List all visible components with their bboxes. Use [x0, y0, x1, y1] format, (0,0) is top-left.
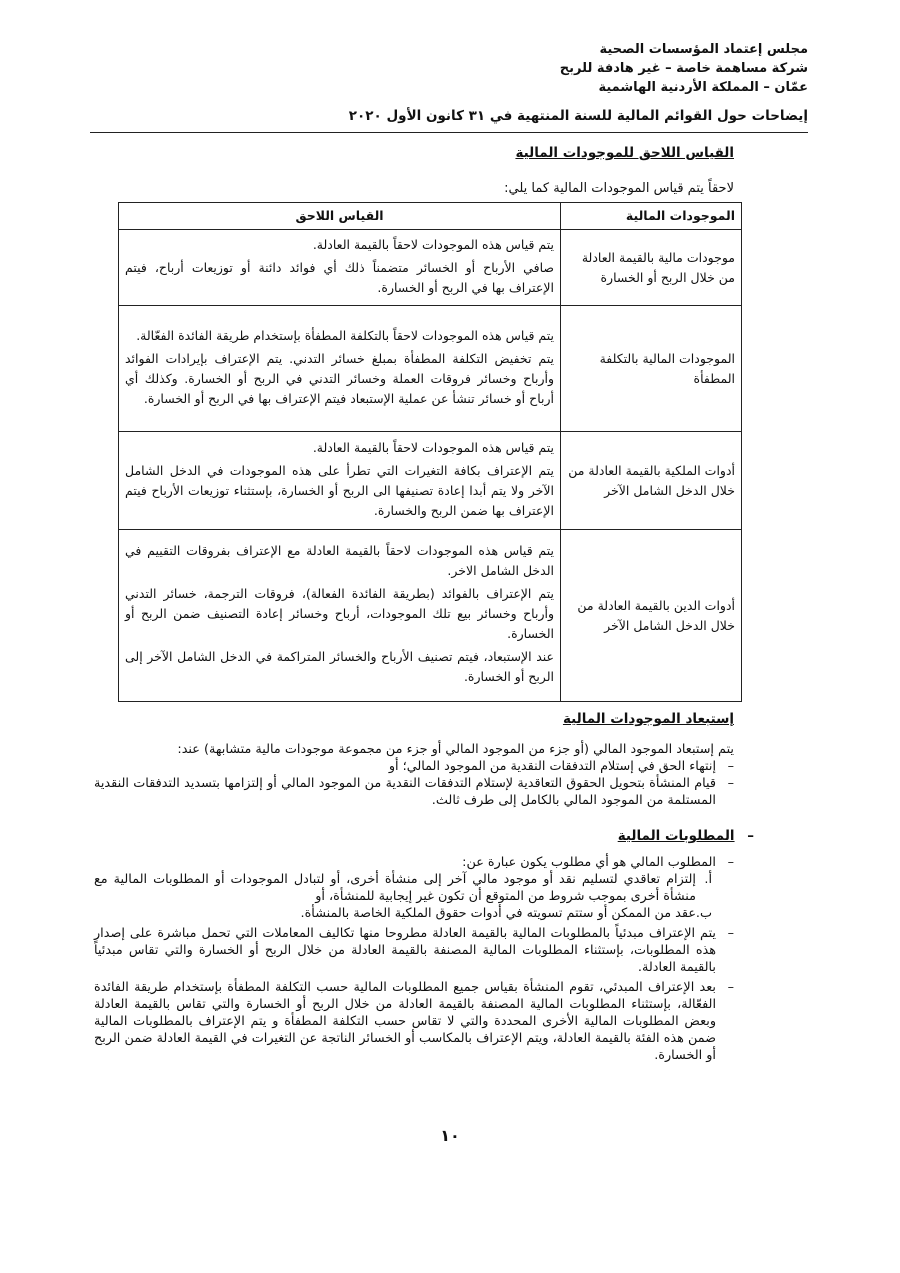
page-subtitle: إيضاحات حول القوائم المالية للسنة المنتهية في ٣١ كانون الأول ٢٠٢٠: [348, 108, 808, 124]
asset-cell: أدوات الدين بالقيمة العادلة من خلال الدخل الشامل الآخر: [561, 530, 742, 702]
financial-liabilities-heading: [618, 828, 754, 844]
measurement-text: عند الإستبعاد، فيتم تصنيف الأرباح والخسائر المتراكمة في الدخل الشامل الآخر إلى الربح أو الخسارة.: [125, 649, 554, 684]
section-title-liabilities: المطلوبات المالية: [617, 828, 735, 844]
sub-item-marker: أ.: [704, 872, 712, 887]
dash-marker: –: [727, 980, 734, 995]
org-type: شركة مساهمة خاصة – غير هادفة للربح: [559, 61, 808, 76]
measurement-cell: [119, 230, 561, 306]
column-header-assets: الموجودات المالية: [561, 203, 742, 230]
list-item-text: قيام المنشأة بتحويل الحقوق التعاقدية لإستلام التدفقات النقدية من الموجود المالي أو إلتزامها بتسديد التدفقات النقدية المستلمة من الموجود المالي بالكامل إلى طرف ثالث.: [94, 776, 716, 808]
dash-marker: –: [747, 828, 754, 844]
list-item: [94, 775, 734, 809]
sub-item: [94, 871, 734, 905]
asset-cell: موجودات مالية بالقيمة العادلة من خلال الربح أو الخسارة: [561, 230, 742, 306]
table-row: [119, 230, 742, 306]
list-item-text: بعد الإعتراف المبدئي، تقوم المنشأة بقياس جميع المطلوبات المالية حسب التكلفة المطفأة بإستخدام طريقة الفائدة الفعّالة، بإستثناء المطلوبات المالية المصنفة بالقيمة العادلة من خلال الربح أو الخسارة والتي تقاس بالقيمة العادلة وبعض المطلوبات المالية الأخرى المحددة والتي لا تقاس حسب التكلفة المطفأة و يتم الإعتراف بالمطلوبات المالية ضمن هذه الفئة بالقيمة العادلة، ويتم الإعتراف بالمكاسب أو الخسائر الناتجة عن التغيرات في القيمة العادلة ضمن الربح أو الخسارة.: [94, 980, 716, 1063]
measurement-text: يتم قياس هذه الموجودات لاحقاً بالقيمة العادلة.: [312, 236, 554, 252]
sub-item-text: إلتزام تعاقدي لتسليم نقد أو موجود مالي آخر إلى منشأة أخرى، أو لتبادل الموجودات أو المطلوبات المالية مع منشأة أخرى بموجب شروط من المتوقع أن تكون غير إيجابية للمنشأة، أو: [94, 872, 696, 904]
measurement-text: يتم قياس هذه الموجودات لاحقاً بالقيمة العادلة مع الإعتراف بفروقات التقييم في الدخل الشامل الاخر.: [125, 543, 554, 578]
list-item: [94, 758, 734, 775]
measurement-cell: [119, 432, 561, 530]
measurement-table: [118, 202, 742, 702]
derecognition-block: [94, 741, 734, 809]
liabilities-block: [94, 854, 734, 1064]
derecognition-intro: يتم إستبعاد الموجود المالي (أو جزء من الموجود المالي أو جزء من مجموعة موجودات مالية متشابهة) عند:: [177, 742, 734, 757]
measurement-text: صافي الأرباح أو الخسائر متضمناً ذلك أي فوائد دائنة أو توزيعات أرباح، فيتم الإعتراف بها في الربح أو الخسارة.: [125, 259, 554, 295]
measurement-text: يتم قياس هذه الموجودات لاحقاً بالتكلفة المطفأة بإستخدام طريقة الفائدة الفعّالة.: [136, 327, 554, 343]
table-row: [119, 306, 742, 432]
header-divider: [90, 132, 808, 133]
measurement-text: يتم الإعتراف بكافة التغيرات التي تطرأ على هذه الموجودات في الدخل الشامل الآخر ولا يتم أبدا إعادة تصنيفها الى الربح أو الخسارة، بإستثناء توزيعات الأرباح فيتم الإعتراف بها ضمن الربح والخسارة.: [125, 462, 554, 518]
asset-cell: أدوات الملكية بالقيمة العادلة من خلال الدخل الشامل الآخر: [561, 432, 742, 530]
list-item: [94, 854, 734, 871]
letterhead: [88, 40, 808, 97]
measurement-text: يتم تخفيض التكلفة المطفأة بمبلغ خسائر التدني. يتم الإعتراف بإيرادات الفوائد وأرباح وخسائر فروقات العملة وخسائر التدني في الربح أو الخسارة. وكذلك أي أرباح أو خسائر تنشأ عن عملية الإستبعاد فيتم الإعتراف بها في الربح أو الخسارة.: [125, 350, 554, 406]
measurement-cell: [119, 306, 561, 432]
list-item-text: إنتهاء الحق في إستلام التدفقات النقدية من الموجود المالي؛ أو: [388, 759, 716, 774]
measurement-text: يتم الإعتراف بالفوائد (بطريقة الفائدة الفعالة)، فروقات الترجمة، خسائر التدني وأرباح وخسائر بيع تلك الموجودات، أرباح وخسائر إعادة التصنيف ضمن الربح أو الخسارة.: [125, 586, 554, 641]
column-header-measurement: القياس اللاحق: [119, 203, 561, 230]
list-item: [94, 979, 734, 1064]
asset-cell: الموجودات المالية بالتكلفة المطفأة: [561, 306, 742, 432]
org-name: مجلس إعتماد المؤسسات الصحية: [599, 42, 808, 57]
sub-item-marker: ب.: [695, 906, 712, 921]
sub-item-text: عقد من الممكن أو ستتم تسويته في أدوات حقوق الملكية الخاصة بالمنشأة.: [300, 906, 696, 921]
list-item-text: المطلوب المالي هو أي مطلوب يكون عبارة عن:: [462, 855, 716, 870]
dash-marker: –: [727, 855, 734, 870]
section-title-subsequent-measurement: القياس اللاحق للموجودات المالية: [515, 145, 734, 161]
measurement-text: يتم قياس هذه الموجودات لاحقاً بالقيمة العادلة.: [312, 439, 554, 455]
table-header-row: [119, 203, 742, 230]
list-item: [94, 925, 734, 976]
table-row: [119, 432, 742, 530]
org-location: عمّان – المملكة الأردنية الهاشمية: [598, 80, 808, 95]
table-row: [119, 530, 742, 702]
measurement-cell: [119, 530, 561, 702]
sub-item: [94, 905, 734, 922]
page-number: ١٠: [440, 1126, 460, 1145]
dash-marker: –: [727, 926, 734, 941]
dash-marker: –: [727, 776, 734, 791]
section-intro: لاحقاً يتم قياس الموجودات المالية كما يلي:: [504, 181, 734, 196]
dash-marker: –: [727, 759, 734, 774]
list-item-text: يتم الإعتراف مبدئياً بالمطلوبات المالية بالقيمة العادلة مطروحا منها تكاليف المعاملات التي تحمل مباشرة على إصدار هذه المطلوبات، بإستثناء المطلوبات المالية المصنفة بالقيمة العادلة من خلال الربح أو الخسارة والتي تقاس مبدئياً بالقيمة العادلة.: [94, 926, 716, 975]
section-title-derecognition: إستبعاد الموجودات المالية: [562, 711, 734, 727]
